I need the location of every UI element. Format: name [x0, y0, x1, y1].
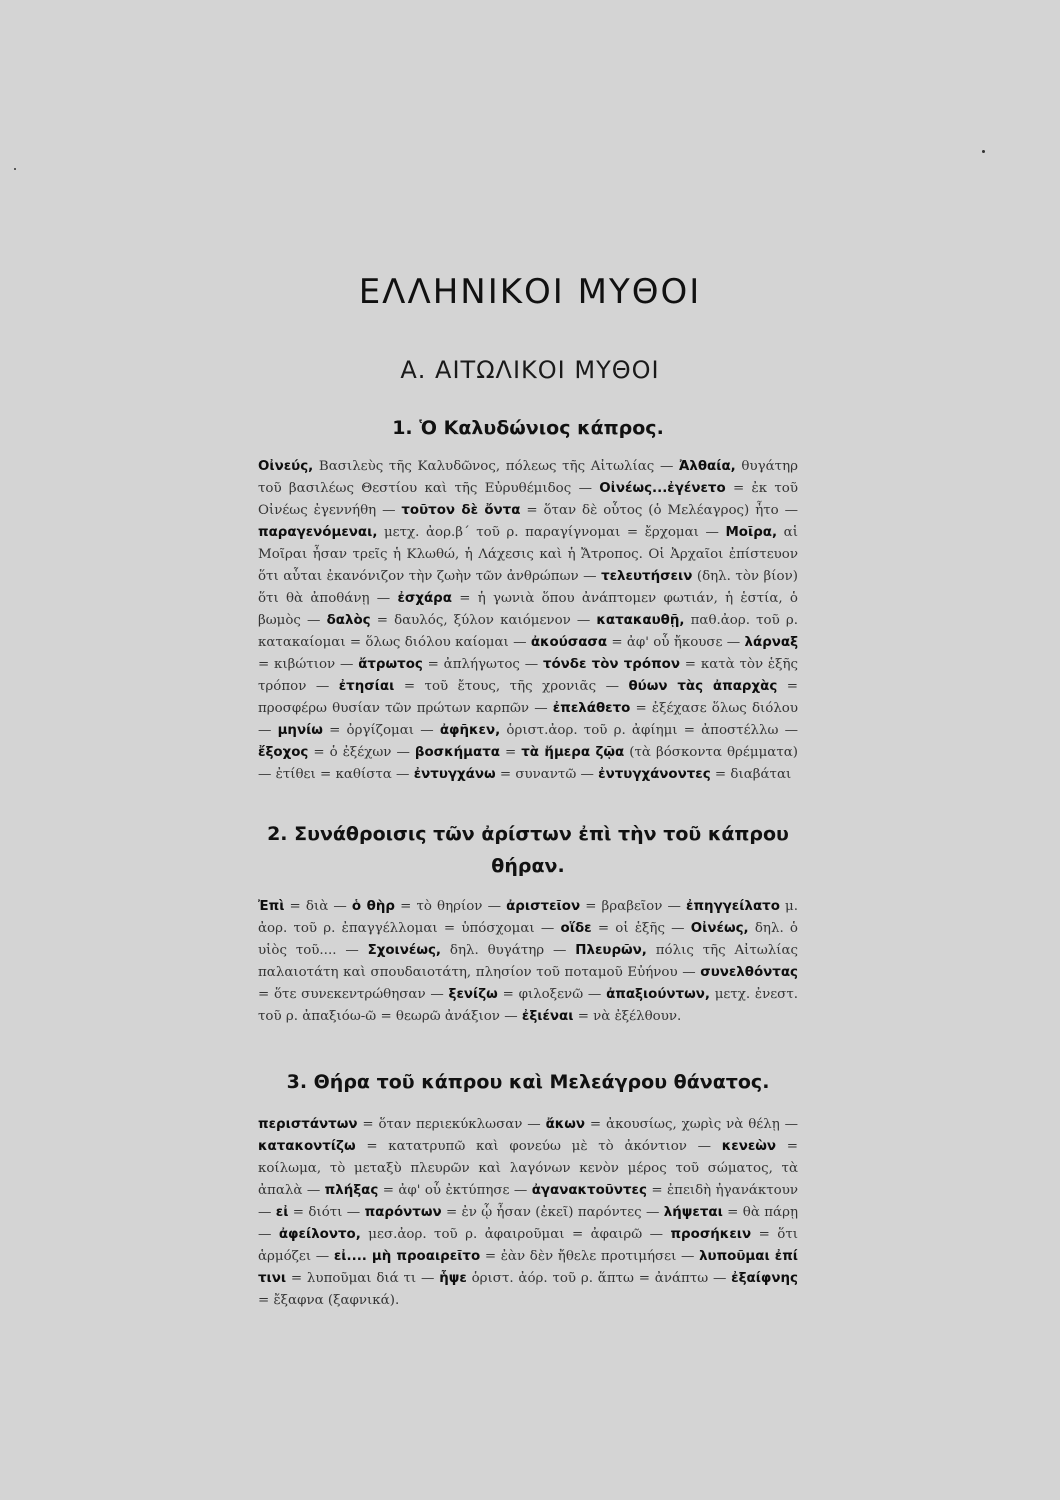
- page-title: ΕΛΛΗΝΙΚΟΙ ΜΥΘΟΙ: [358, 272, 702, 312]
- section-heading: 1. Ὁ Καλυδώνιος κάπρος.: [392, 417, 664, 439]
- section-heading: 2. Συνάθροισις τῶν ἀρίστων ἐπὶ τὴν τοῦ κάπρου θήραν.: [267, 823, 789, 877]
- section-gathering-of-heroes: [258, 818, 798, 1028]
- section-body: Ἐπὶ = διὰ — ὁ θὴρ = τὸ θηρίον — ἀριστεῖον = βραβεῖον — ἐπηγγείλατο μ. ἀορ. τοῦ ρ. ἐπαγγέλλομαι = ὑπόσχομαι — οἵδε = οἱ ἑξῆς — Οἰνέως, δηλ. ὁ υἱὸς τοῦ.... — Σχοινέως, δηλ. θυγάτηρ — Πλευρῶν, πόλις τῆς Αἰτωλίας παλαιοτάτη καὶ σπουδαιοτάτη, πλησίον τοῦ ποταμοῦ Εὐήνου — συνελθόντας = ὅτε συνεκεντρώθησαν — ξενίζω = φιλοξενῶ — ἀπαξιούντων, μετχ. ἐνεστ. τοῦ ρ. ἀπαξιόω-ῶ = θεωρῶ ἀνάξιον — ἐξιέναι = νὰ ἐξέλθουν.: [258, 899, 799, 1024]
- section-heading: 3. Θήρα τοῦ κάπρου καὶ Μελεάγρου θάνατος.: [286, 1071, 770, 1093]
- section-body: περιστάντων = ὅταν περιεκύκλωσαν — ἄκων = ἀκουσίως, χωρὶς νὰ θέλῃ — κατακοντίζω = κατατρυπῶ καὶ φονεύω μὲ τὸ ἀκόντιον — κενεὼν = κοίλωμα, τὸ μεταξὺ πλευρῶν καὶ λαγόνων κενὸν μέρος τοῦ σώματος, τὰ ἀπαλὰ — πλήξας = ἀφ' οὗ ἐκτύπησε — ἀγανακτοῦντες = ἐπειδὴ ἠγανάκτουν — εἰ = διότι — παρόντων = ἐν ᾧ ἦσαν (ἐκεῖ) παρόντες — λήψεται = θὰ πάρῃ — ἀφείλοντο, μεσ.ἀορ. τοῦ ρ. ἀφαιροῦμαι = ἀφαιρῶ — προσήκειν = ὅτι ἁρμόζει — εἰ.... μὴ προαιρεῖτο = ἐὰν δὲν ἤθελε προτιμήσει — λυποῦμαι ἐπί τινι = λυποῦμαι διά τι — ἧψε ὁριστ. ἀόρ. τοῦ ρ. ἅπτω = ἀνάπτω — ἐξαίφνης = ἔξαφνα (ξαφνικά).: [258, 1117, 799, 1308]
- page-subtitle: Α. ΑΙΤΩΛΙΚΟΙ ΜΥΘΟΙ: [400, 356, 660, 384]
- speck-mark: [14, 168, 16, 170]
- section-body: Οἰνεύς, Βασιλεὺς τῆς Καλυδῶνος, πόλεως τῆς Αἰτωλίας — Ἀλθαία, θυγάτηρ τοῦ βασιλέως Θεστίου καὶ τῆς Εὐρυθέμιδος — Οἰνέως...ἐγένετο = ἐκ τοῦ Οἰνέως ἐγεννήθη — τοῦτον δὲ ὄντα = ὅταν δὲ οὗτος (ὁ Μελέαγρος) ἦτο — παραγενόμεναι, μετχ. ἀορ.β΄ τοῦ ρ. παραγίγνομαι = ἔρχομαι — Μοῖρα, αἱ Μοῖραι ἦσαν τρεῖς ἡ Κλωθώ, ἡ Λάχεσις καὶ ἡ Ἄτροπος. Οἱ Ἀρχαῖοι ἐπίστευον ὅτι αὗται ἐκανόνιζον τὴν ζωὴν τῶν ἀνθρώπων — τελευτήσειν (δηλ. τὸν βίον) ὅτι θὰ ἀποθάνῃ — ἐσχάρα = ἡ γωνιὰ ὅπου ἀνάπτομεν φωτιάν, ἡ ἑστία, ὁ βωμὸς — δαλὸς = δαυλός, ξύλον καιόμενον — κατακαυθῇ, παθ.ἀορ. τοῦ ρ. κατακαίομαι = ὅλως διόλου καίομαι — ἀκούσασα = ἀφ' οὗ ἤκουσε — λάρναξ = κιβώτιον — ἄτρωτος = ἀπλήγωτος — τόνδε τὸν τρόπον = κατὰ τὸν ἑξῆς τρόπον — ἐτησίαι = τοῦ ἔτους, τῆς χρονιᾶς — θύων τὰς ἀπαρχὰς = προσφέρω θυσίαν τῶν πρώτων καρπῶν — ἐπελάθετο = ἐξέχασε ὅλως διόλου — μηνίω = ὀργίζομαι — ἀφῆκεν, ὁριστ.ἀορ. τοῦ ρ. ἀφίημι = ἀποστέλλω — ἔξοχος = ὁ ἐξέχων — βοσκήματα = τὰ ἥμερα ζῷα (τὰ βόσκοντα θρέμματα) — ἐτίθει = καθίστα — ἐντυγχάνω = συναντῶ — ἐντυγχάνοντες = διαβάται: [258, 459, 799, 782]
- section-hunt-and-death: [258, 1066, 798, 1312]
- section-kalydonian-boar: [258, 412, 798, 786]
- speck-mark: [982, 150, 985, 153]
